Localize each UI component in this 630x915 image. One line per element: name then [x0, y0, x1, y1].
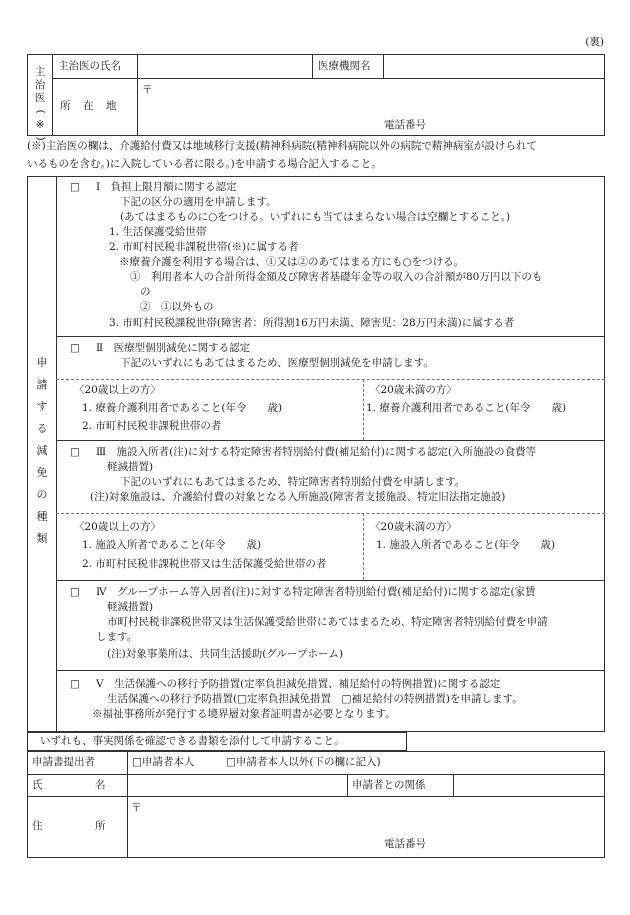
section2-left-item1: 1. 療養介護利用者であること(年令 歳)	[82, 402, 283, 414]
submitter-option-other[interactable]: □申請者本人以外(下の欄に記入)	[226, 756, 381, 768]
doctor-section-label: 主 治 医 ( ※ )	[34, 66, 47, 141]
doctor-name-label: 主治医の氏名	[58, 60, 121, 72]
section4-line1: 市町村民税非課税世帯又は生活保護受給世帯にあてはまるため、特定障害者特別給付費を申請	[107, 616, 548, 628]
section1-item3: ※療養介護を利用する場合は、①又は②のあてはまる方にも○をつける。	[119, 256, 465, 268]
section2-line1: 下記のいずれにもあてはまるため、医療型個別減免を申請します。	[120, 357, 434, 369]
section3-right-head: 〈20歳未満の方〉	[370, 521, 457, 533]
attach-note: いずれも、事実関係を確認できる書類を添付して申請すること。	[40, 735, 345, 747]
applicant-phone-label: 電話番号	[384, 838, 426, 850]
section4-checkbox[interactable]: □	[70, 586, 80, 598]
section4-title: Ⅳ グループホーム等入居者(注)に対する特定障害者特別給付費(補足給付)に関する認定(家賃	[96, 586, 536, 598]
section1-item4b: の	[140, 286, 151, 298]
section3-line1: 下記のいずれにもあてはまるため、特定障害者特別給付費を申請します。	[120, 476, 466, 488]
doctor-postal-mark: 〒	[142, 84, 153, 96]
section2-right-item1: 1. 療養介護利用者であること(年令 歳)	[366, 402, 567, 414]
institution-field[interactable]	[386, 56, 602, 76]
applicant-name-field[interactable]	[130, 776, 344, 794]
section3-left-head: 〈20歳以上の方〉	[74, 521, 161, 533]
institution-label: 医療機関名	[318, 60, 371, 72]
section3-title2: 軽減措置)	[107, 461, 154, 473]
section1-item6: 3. 市町村民税課税世帯(障害者：所得割16万円未満、障害児：28万円未満)に属する者	[109, 317, 515, 329]
doctor-note-line2: いるものを含む。)に入院している者に限る。)を申請する場合記入すること。	[27, 158, 382, 170]
section2-left-head: 〈20歳以上の方〉	[74, 384, 161, 396]
section2-right-head: 〈20歳未満の方〉	[370, 384, 457, 396]
section3-title: Ⅲ 施設入所者(注)に対する特定障害者特別給付費(補足給付)に関する認定(入所施設の食費等	[96, 446, 537, 458]
doctor-address-field[interactable]	[140, 80, 602, 134]
section3-left-item2: 2. 市町村民税非課税世帯又は生活保護受給世帯の者	[82, 558, 327, 570]
applicant-address-field[interactable]	[130, 798, 602, 856]
doctor-note-line1: (※)主治医の欄は、介護給付費又は地域移行支援(精神科病院(精神科病院以外の病院で精神病室が設けられて	[27, 140, 537, 152]
section3-line2: (注)対象施設は、介護給付費の対象となる入所施設(障害者支援施設、特定旧法指定施設)	[90, 491, 506, 503]
section2-title: Ⅱ 医療型個別減免に関する認定	[96, 342, 251, 354]
section1-checkbox[interactable]: □	[70, 181, 80, 193]
section1-title: Ⅰ 負担上限月額に関する認定	[96, 181, 237, 193]
section1-line2: (あてはまるものに○をつける。いずれにも当てはまらない場合は空欄とすること。)	[120, 211, 511, 223]
doctor-name-field[interactable]	[140, 56, 310, 76]
section1-item1: 1. 生活保護受給世帯	[109, 226, 207, 238]
relation-field[interactable]	[456, 776, 602, 794]
section5-checkbox[interactable]: □	[70, 678, 80, 690]
section2-left-item2: 2. 市町村民税非課税世帯の者	[82, 420, 222, 432]
section2-checkbox[interactable]: □	[70, 342, 80, 354]
submitter-label: 申請書提出者	[32, 756, 95, 768]
applicant-name-label: 氏 名	[32, 779, 106, 791]
reduction-type-label: 申 請 す る 減 免 の 種 類	[36, 356, 48, 545]
section3-right-item1: 1. 施設入所者であること(年令 歳)	[376, 539, 556, 551]
section1-item2: 2. 市町村民税非課税世帯(※)に属する者	[109, 241, 299, 253]
section5-line2: ※福祉事務所が発行する境界層対象者証明書が必要となります。	[92, 708, 396, 720]
doctor-phone-label: 電話番号	[384, 119, 426, 131]
section1-item5: ② ①以外もの	[140, 301, 214, 313]
submitter-option-self[interactable]: □申請者本人	[132, 756, 195, 768]
section3-checkbox[interactable]: □	[70, 446, 80, 458]
section4-title2: 軽減措置)	[107, 601, 154, 613]
doctor-address-label: 所 在 地	[60, 100, 118, 112]
section5-line1: 生活保護への移行予防措置(□定率負担減免措置 □補足給付の特例措置)を申請します。	[107, 693, 523, 705]
applicant-postal-mark: 〒	[131, 802, 142, 814]
section4-line2: します。	[96, 631, 138, 643]
section1-item4a: ① 利用者本人の合計所得金額及び障害者基礎年金等の収入の合計額が80万円以下のも	[130, 271, 543, 283]
section5-title: Ⅴ 生活保護への移行予防措置(定率負担減免措置、補足給付の特例措置)に関する認定	[96, 678, 501, 690]
section1-line1: 下記の区分の適用を申請します。	[120, 196, 277, 208]
section4-line3: (注)対象事業所は、共同生活援助(グループホーム)	[107, 648, 344, 660]
section3-left-item1: 1. 施設入所者であること(年令 歳)	[82, 539, 262, 551]
relation-label: 申請者との関係	[352, 779, 426, 791]
applicant-address-label: 住 所	[32, 820, 106, 832]
back-side-label: (裏)	[585, 36, 604, 48]
